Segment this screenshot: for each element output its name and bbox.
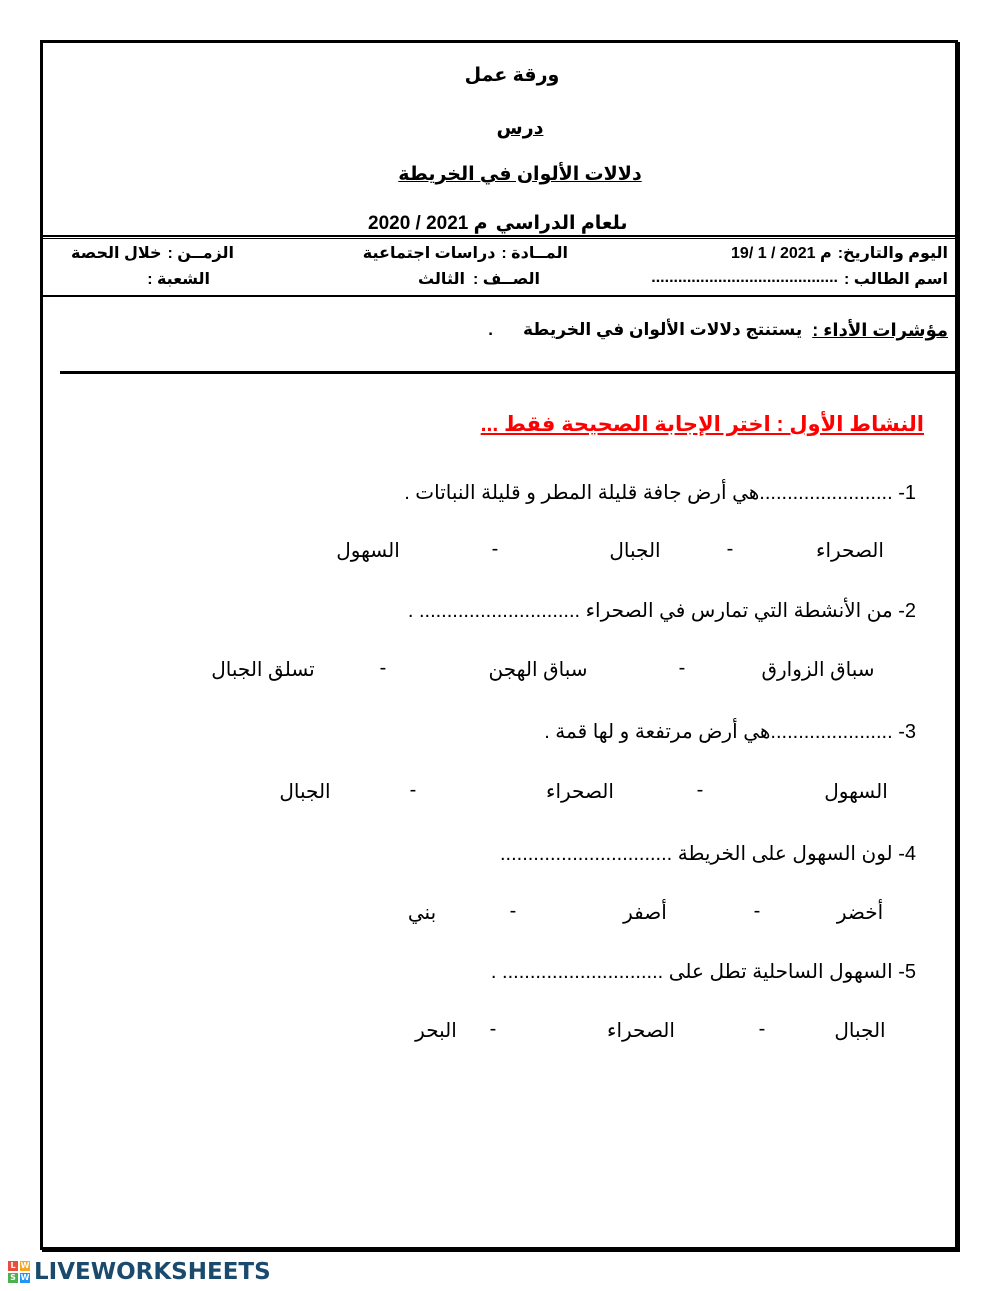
time-field <box>71 243 234 263</box>
question-5: 5- السهول الساحلية تطل على ............................. . <box>490 961 916 983</box>
section-label: الشعبة : <box>147 271 210 288</box>
q4-separator-1: - <box>753 900 761 922</box>
subject-field <box>363 243 568 263</box>
performance-indicators <box>488 320 948 341</box>
date-value: 19/ 1 / 2021 م <box>731 245 832 262</box>
q3-option-3[interactable]: الجبال <box>279 781 331 803</box>
year-value: 2020 / 2021 م <box>368 213 488 234</box>
subject-label: المــادة : <box>501 245 568 262</box>
q3-separator-1: - <box>696 779 704 801</box>
q2-separator-1: - <box>678 657 686 679</box>
worksheet-title: ورقة عمل <box>464 65 560 86</box>
q2-option-1[interactable]: سباق الزوارق <box>761 659 875 681</box>
q5-separator-2: - <box>489 1018 497 1040</box>
q1-option-1[interactable]: الصحراء <box>816 540 884 562</box>
grade-value: الثالث <box>417 271 465 288</box>
q5-separator-1: - <box>758 1018 766 1040</box>
subject-value: دراسات اجتماعية <box>362 245 496 262</box>
logo-square-3: S <box>8 1273 18 1283</box>
q2-separator-2: - <box>379 657 387 679</box>
grade-field <box>418 269 540 289</box>
question-1: 1- ........................هي أرض جافة قليلة المطر و قليلة النباتات . <box>404 482 916 504</box>
liveworksheets-brand-text: LIVEWORKSHEETS <box>34 1259 271 1285</box>
indicators-text: يستنتج دلالات الألوان في الخريطة <box>522 320 803 339</box>
question-3: 3- ......................هي أرض مرتفعة و لها قمة . <box>544 721 916 743</box>
q1-separator-1: - <box>726 538 734 560</box>
section-field[interactable] <box>147 269 210 289</box>
date-field <box>731 243 948 263</box>
q1-option-2[interactable]: الجبال <box>609 540 661 562</box>
grade-label: الصــف : <box>472 271 540 288</box>
time-label: الزمــن : <box>167 245 234 262</box>
q3-separator-2: - <box>409 779 417 801</box>
year-prefix: ىلعام الدراسي <box>495 213 628 234</box>
logo-square-4: W <box>20 1273 30 1282</box>
q3-option-2[interactable]: الصحراء <box>546 781 614 803</box>
indicators-label: مؤشرات الأداء : <box>812 320 948 340</box>
q4-option-1[interactable]: أخضر <box>836 902 884 924</box>
question-4: 4- لون السهول على الخريطة ............................... <box>499 843 916 865</box>
time-value: خلال الحصة <box>71 245 162 262</box>
activity-title: النشاط الأول : اختر الإجابة الصحيحة فقط ... <box>480 413 924 436</box>
q1-separator-2: - <box>491 538 499 560</box>
indicators-period: . <box>488 320 493 339</box>
q5-option-1[interactable]: الجبال <box>834 1020 886 1042</box>
q5-option-3[interactable]: البحر <box>415 1020 457 1042</box>
student-label: اسم الطالب : <box>843 271 948 288</box>
info-divider <box>42 295 956 297</box>
header-divider-top <box>42 235 956 237</box>
header-divider-top-2 <box>42 238 956 239</box>
q2-option-2[interactable]: سباق الهجن <box>488 659 588 681</box>
question-2: 2- من الأنشطة التي تمارس في الصحراء ............................. . <box>407 600 916 622</box>
q4-separator-2: - <box>509 900 517 922</box>
q4-option-2[interactable]: أصفر <box>623 902 667 924</box>
student-name-field[interactable] <box>651 269 948 289</box>
liveworksheets-logo-icon <box>8 1261 30 1283</box>
q5-option-2[interactable]: الصحراء <box>607 1020 675 1042</box>
logo-square-1: L <box>8 1261 18 1271</box>
academic-year <box>368 212 628 235</box>
q4-option-3[interactable]: بني <box>407 902 437 924</box>
liveworksheets-logo[interactable] <box>8 1258 271 1286</box>
lesson-label: درس <box>496 118 544 139</box>
lesson-title: دلالات الألوان في الخريطة <box>398 164 642 185</box>
section-divider <box>60 371 958 374</box>
q3-option-1[interactable]: السهول <box>824 781 888 803</box>
q2-option-3[interactable]: تسلق الجبال <box>211 659 315 681</box>
q1-option-3[interactable]: السهول <box>336 540 400 562</box>
logo-square-2: W <box>20 1261 30 1270</box>
date-label: اليوم والتاريخ: <box>837 245 948 262</box>
student-blank[interactable]: .......................................... <box>651 269 838 286</box>
